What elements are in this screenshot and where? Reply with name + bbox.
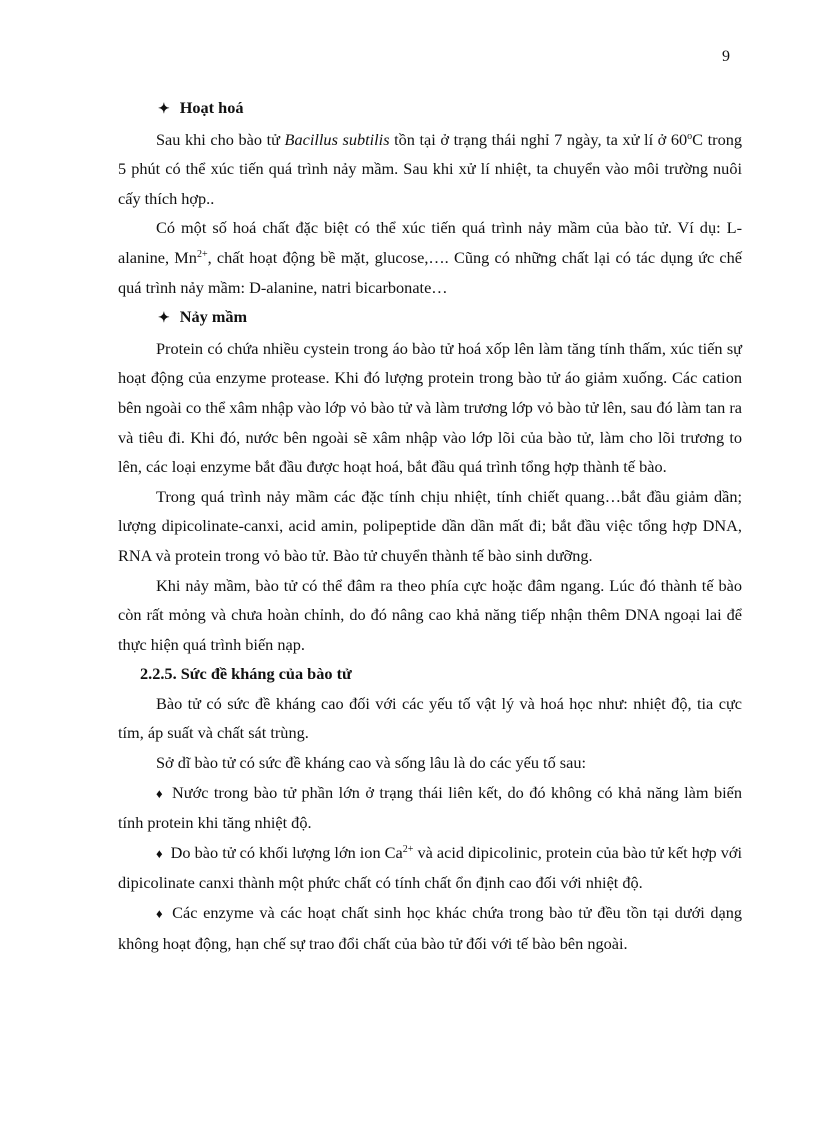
diamond-bullet-icon: ♦: [156, 906, 165, 922]
page-number: 9: [722, 48, 730, 65]
heading-text: Nảy mầm: [179, 307, 248, 327]
bullet-item: ♦ Do bào tử có khối lượng lớn ion $Ca^{2+}$ và acid dipicolinic, protein của bào tử kết hợp với dipicolinate canxi thành một phức chất có tính chất ổn định cao đối với nhiệt độ.: [118, 842, 742, 893]
heading-text: Hoạt hoá: [179, 98, 244, 117]
paragraph: Sở dĩ bào tử có sức đề kháng cao và sống lâu là do các yếu tố sau:: [156, 753, 587, 773]
diamond-bullet-icon: ♦: [156, 785, 165, 801]
bullet-item: ♦ Các enzyme và các hoạt chất sinh học khác chứa trong bào tử đều tồn tại dưới dạng không hoạt động, hạn chế sự trao đổi chất của bào tử đối với tế bào bên ngoài.: [118, 903, 742, 953]
paragraph: Khi nảy mầm, bào tử có thể đâm ra theo phía cực hoặc đâm ngang. Lúc đó thành tế bào còn rất mỏng và chưa hoàn chỉnh, do đó nâng cao khả năng tiếp nhận thêm DNA ngoại lai để thực hiện quá trình biến nạp.: [118, 575, 742, 654]
paragraph: Có một số hoá chất đặc biệt có thể xúc tiến quá trình nảy mầm của bào tử. Ví dụ: L-alanine, $Mn^{2+}$, chất hoạt động bề mặt, glucose,…. Cũng có những chất lại có tác dụng ức chế quá trình nảy mầm: D-alanine, natri bicarbonate…: [118, 218, 743, 297]
heading-nay-mam: [118, 302, 742, 334]
star-bullet-icon: ✦: [158, 102, 170, 117]
heading-hoat-hoa: [118, 93, 742, 125]
section-heading: 2.2.5. Sức đề kháng của bào tử: [140, 664, 352, 684]
paragraph: Protein có chứa nhiều cystein trong áo bào tử hoá xốp lên làm tăng tính thấm, xúc tiến sự hoạt động của enzyme protease. Khi đó lượng protein trong bào tử áo giảm xuống. Các cation bên ngoài co thể xâm nhập vào lớp vỏ bào tử và làm trương lớp vỏ bào tử lên, sau đó làm tan ra và tiêu đi. Khi đó, nước bên ngoài sẽ xâm nhập vào lớp lõi của bào tử, làm cho lõi trương to lên, các loại enzyme bắt đầu được hoạt hoá, bắt đầu quá trình tổng hợp thành tế bào.: [118, 338, 742, 477]
paragraph: Bào tử có sức đề kháng cao đối với các yếu tố vật lý và hoá học như: nhiệt độ, tia cực tím, áp suất và chất sát trùng.: [118, 693, 742, 743]
paragraph: Trong quá trình nảy mầm các đặc tính chịu nhiệt, tính chiết quang…bắt đầu giảm dần; lượng dipicolinate-canxi, acid amin, polipeptide dần dần mất đi; bắt đầu việc tổng hợp DNA, RNA và protein trong vỏ bào tử. Bào tử chuyển thành tế bào sinh dưỡng.: [118, 486, 742, 565]
bullet-item: ♦ Nước trong bào tử phần lớn ở trạng thái liên kết, do đó không có khả năng làm biến tính protein khi tăng nhiệt độ.: [118, 782, 742, 833]
document-body: [118, 93, 742, 958]
star-bullet-icon: ✦: [158, 311, 170, 327]
diamond-bullet-icon: ♦: [156, 845, 163, 861]
paragraph: Sau khi cho bào tử Bacillus subtilis tồn tại ở trạng thái nghỉ 7 ngày, ta xử lí ở 60$^o$C trong 5 phút có thể xúc tiến quá trình nảy mầm. Sau khi xử lí nhiệt, ta chuyển vào môi trường nuôi cấy thích hợp..: [118, 129, 742, 208]
